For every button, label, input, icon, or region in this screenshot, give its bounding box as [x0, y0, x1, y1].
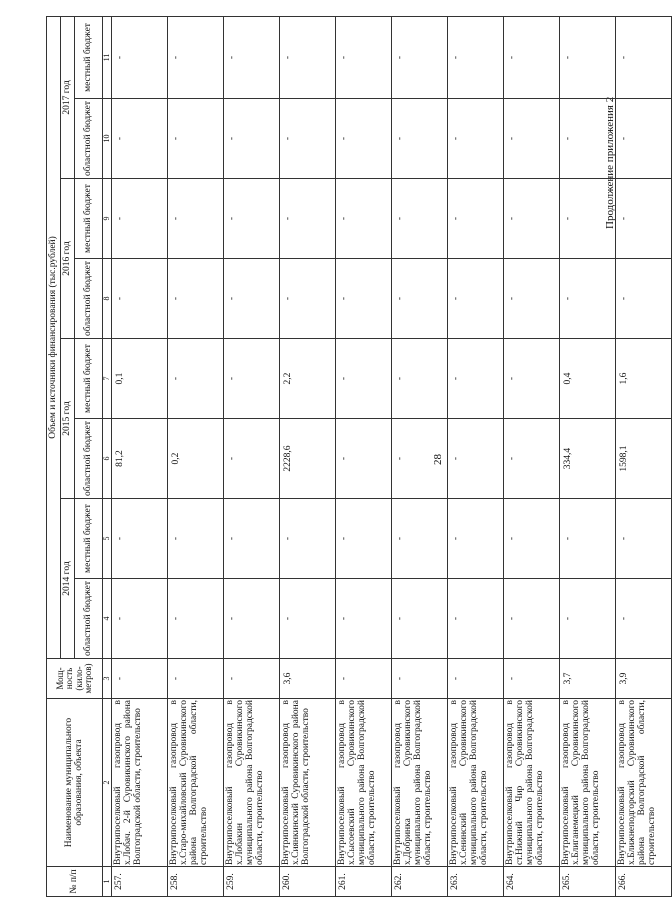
capacity-value: -: [336, 659, 392, 699]
funding-value: 2,2: [280, 339, 336, 419]
funding-value: -: [336, 339, 392, 419]
capacity-value: 3,7: [560, 659, 616, 699]
funding-value: -: [224, 579, 280, 659]
row-number: 262.: [392, 867, 448, 897]
funding-value: -: [504, 339, 560, 419]
continuation-note: Продолжение приложения 2: [604, 96, 616, 229]
column-index: 5: [103, 499, 112, 579]
object-name: Внутрипоселковый газопровод в х.Блиганемецкий Суровикинского муниципального района Волгоградской области, строительство: [560, 699, 616, 867]
column-index: 8: [103, 259, 112, 339]
funding-value: -: [112, 579, 168, 659]
funding-value: -: [448, 16, 504, 98]
funding-value: -: [168, 339, 224, 419]
table-row: [504, 16, 560, 896]
funding-value: -: [112, 179, 168, 259]
funding-value: -: [616, 99, 672, 179]
object-name: Внутрипоселковый газопровод в х.Старо-михайловский Суровикинского района Волгоградской области, строительство: [168, 699, 224, 867]
object-name: Внутрипоселковый газопровод в х.Ближнеподгорский Суровикинского района Волгоградской области, строительство: [616, 699, 672, 867]
table-row: [448, 16, 504, 896]
funding-value: -: [616, 259, 672, 339]
header-local: местный бюджет: [75, 499, 103, 579]
funding-value: -: [112, 16, 168, 98]
object-name: Внутрипоселковый газопровод в х.Добринка Суровикинского муниципального района Волгоградской области, строительство: [392, 699, 448, 867]
funding-value: -: [392, 499, 448, 579]
funding-value: -: [560, 179, 616, 259]
funding-value: -: [336, 259, 392, 339]
funding-value: -: [224, 259, 280, 339]
funding-value: -: [224, 99, 280, 179]
row-number: 258.: [168, 867, 224, 897]
funding-value: -: [168, 16, 224, 98]
object-name: Внутрипоселковый газопровод в х.Лобач. 2-й Суровикинского района Волгоградской области, строительство: [112, 699, 168, 867]
funding-value: 0,2: [168, 419, 224, 499]
funding-value: -: [560, 499, 616, 579]
funding-table: [46, 16, 672, 897]
funding-value: -: [504, 99, 560, 179]
funding-value: -: [280, 259, 336, 339]
funding-value: -: [616, 16, 672, 98]
funding-value: -: [280, 179, 336, 259]
row-number: 264.: [504, 867, 560, 897]
funding-value: -: [336, 179, 392, 259]
funding-value: -: [168, 179, 224, 259]
funding-value: -: [448, 579, 504, 659]
funding-value: -: [336, 99, 392, 179]
row-number: 265.: [560, 867, 616, 897]
funding-value: -: [112, 499, 168, 579]
funding-value: -: [168, 579, 224, 659]
capacity-value: -: [224, 659, 280, 699]
capacity-value: -: [112, 659, 168, 699]
funding-value: -: [392, 179, 448, 259]
capacity-value: -: [504, 659, 560, 699]
object-name: Внутрипоселковый газопровод в х.Сысоевский Суровикинского муниципального района Волгоградской области, строительство: [336, 699, 392, 867]
table-row: [168, 16, 224, 896]
table-row: [224, 16, 280, 896]
header-local: местный бюджет: [75, 16, 103, 98]
funding-value: 334,4: [560, 419, 616, 499]
funding-value: -: [392, 99, 448, 179]
funding-value: -: [336, 579, 392, 659]
header-regional: областной бюджет: [75, 99, 103, 179]
header-capacity: Мощ-ность (кило-метров): [47, 659, 103, 699]
funding-value: -: [504, 179, 560, 259]
table-row: [616, 16, 672, 896]
funding-value: -: [168, 99, 224, 179]
row-number: 261.: [336, 867, 392, 897]
column-index: 6: [103, 419, 112, 499]
header-name: Наименование муниципального образования, объекта: [47, 699, 103, 867]
funding-value: -: [392, 579, 448, 659]
funding-value: -: [336, 16, 392, 98]
funding-value: 0,4: [560, 339, 616, 419]
header-funding: Объем и источники финансирования (тыс.рублей): [47, 16, 61, 658]
capacity-value: -: [168, 659, 224, 699]
funding-value: 0,1: [112, 339, 168, 419]
funding-value: -: [448, 179, 504, 259]
object-name: Внутрипоселковый газопровод в ст.Нижний Чир Суровикинского муниципального района Волгоградской области, строительство: [504, 699, 560, 867]
funding-value: -: [392, 16, 448, 98]
funding-value: -: [504, 579, 560, 659]
header-regional: областной бюджет: [75, 579, 103, 659]
column-index: 2: [103, 699, 112, 867]
funding-value: -: [336, 419, 392, 499]
funding-value: -: [448, 99, 504, 179]
column-index: 1: [103, 867, 112, 897]
capacity-value: -: [392, 659, 448, 699]
funding-value: -: [392, 339, 448, 419]
funding-value: -: [224, 16, 280, 98]
row-number: 266.: [616, 867, 672, 897]
object-name: Внутрипоселковый газопровод в х.Лобакин Суровикинского муниципального района Волгоградской области, строительство: [224, 699, 280, 867]
column-index-row: [103, 16, 112, 896]
funding-value: -: [560, 259, 616, 339]
column-index: 9: [103, 179, 112, 259]
column-index: 10: [103, 99, 112, 179]
funding-value: -: [560, 579, 616, 659]
table-row: [560, 16, 616, 896]
funding-value: -: [336, 499, 392, 579]
capacity-value: 3,9: [616, 659, 672, 699]
header-local: местный бюджет: [75, 339, 103, 419]
header-year-2017: 2017 год: [61, 16, 75, 178]
column-index: 7: [103, 339, 112, 419]
funding-value: -: [112, 259, 168, 339]
header-year-2014: 2014 год: [61, 499, 75, 659]
funding-value: -: [616, 179, 672, 259]
funding-value: -: [224, 339, 280, 419]
object-name: Внутрипоселковый газопровод в х.Сенинский Суровикинского муниципального района Волгоградской области, строительство: [448, 699, 504, 867]
funding-value: -: [448, 259, 504, 339]
funding-value: -: [504, 419, 560, 499]
funding-value: -: [504, 16, 560, 98]
row-number: 257.: [112, 867, 168, 897]
header-regional: областной бюджет: [75, 419, 103, 499]
funding-value: -: [616, 499, 672, 579]
funding-value: -: [224, 419, 280, 499]
column-index: 11: [103, 16, 112, 98]
funding-value: -: [448, 419, 504, 499]
header-local: местный бюджет: [75, 179, 103, 259]
header-year-2016: 2016 год: [61, 179, 75, 339]
funding-value: -: [504, 259, 560, 339]
funding-value: 1598,1: [616, 419, 672, 499]
funding-value: -: [224, 499, 280, 579]
header-regional: областной бюджет: [75, 259, 103, 339]
funding-value: 2228,6: [280, 419, 336, 499]
funding-value: -: [448, 499, 504, 579]
funding-value: -: [504, 499, 560, 579]
funding-value: -: [224, 179, 280, 259]
row-number: 260.: [280, 867, 336, 897]
column-index: 3: [103, 659, 112, 699]
object-name: Внутрипоселковый газопровод в х.Сиянкинский Суровикинского района Волгоградской области, строительство: [280, 699, 336, 867]
table-row: [112, 16, 168, 896]
row-number: 263.: [448, 867, 504, 897]
funding-value: -: [280, 16, 336, 98]
funding-value: -: [616, 579, 672, 659]
row-number: 259.: [224, 867, 280, 897]
funding-value: 1,6: [616, 339, 672, 419]
funding-value: -: [560, 99, 616, 179]
table-row: [280, 16, 336, 896]
table-row: [336, 16, 392, 896]
capacity-value: 3,6: [280, 659, 336, 699]
column-index: 4: [103, 579, 112, 659]
funding-value: -: [280, 499, 336, 579]
funding-value: -: [392, 419, 448, 499]
funding-value: -: [168, 259, 224, 339]
funding-value: -: [280, 579, 336, 659]
page-number: 28: [432, 454, 444, 465]
funding-value: -: [448, 339, 504, 419]
funding-value: -: [112, 99, 168, 179]
header-year-2015: 2015 год: [61, 339, 75, 499]
capacity-value: -: [448, 659, 504, 699]
funding-value: -: [168, 499, 224, 579]
funding-value: -: [392, 259, 448, 339]
funding-value: -: [560, 16, 616, 98]
funding-value: 81,2: [112, 419, 168, 499]
header-num: № п/п: [47, 867, 103, 897]
funding-value: -: [280, 99, 336, 179]
table-row: [392, 16, 448, 896]
